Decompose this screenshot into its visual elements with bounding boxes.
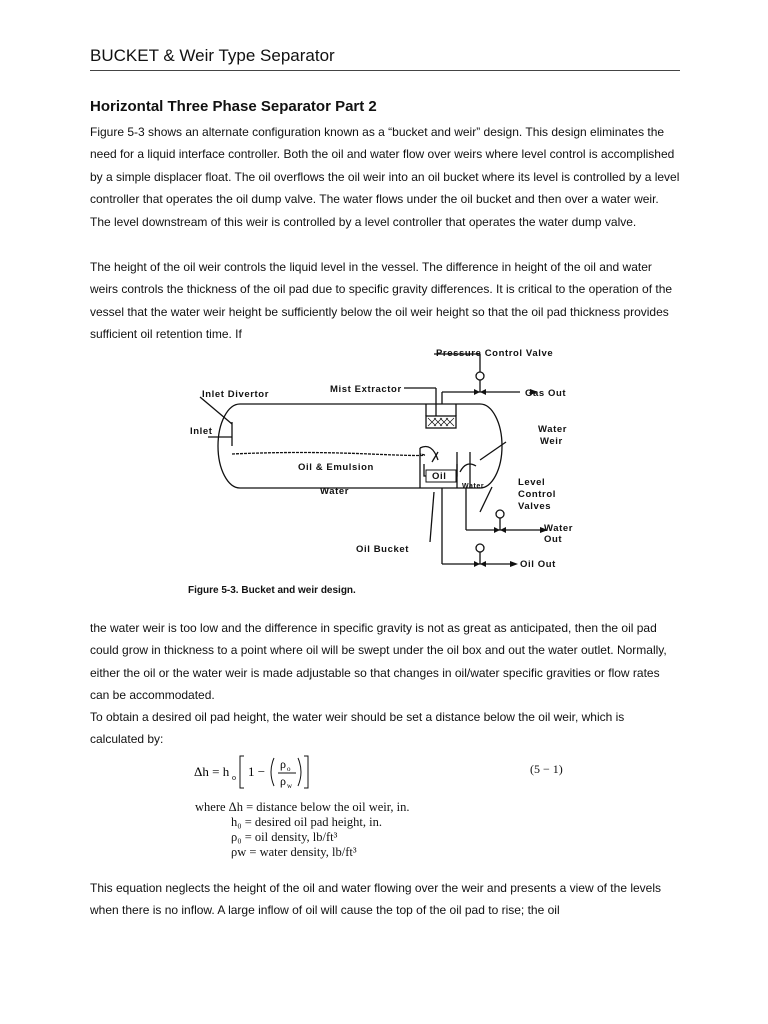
svg-text:o: o: [232, 773, 236, 782]
label-oil-bucket: Oil Bucket: [356, 544, 409, 555]
label-oil-out: Oil Out: [520, 559, 556, 570]
vessel-shell: [218, 404, 502, 488]
label-water-out-1: Water: [544, 523, 574, 534]
separator-diagram: [180, 342, 600, 602]
equation-number: (5 − 1): [530, 762, 563, 776]
water-flow-arrow: [460, 464, 476, 472]
label-gas-out: Gas Out: [525, 388, 567, 399]
label-pressure-control-valve: Pressure Control Valve: [436, 348, 554, 359]
label-oil-emulsion: Oil & Emulsion: [298, 462, 374, 473]
label-mist-extractor: Mist Extractor: [330, 384, 402, 395]
label-control: Control: [518, 489, 556, 500]
svg-text:ρ: ρ: [280, 757, 286, 771]
paragraph-oil-pad: To obtain a desired oil pad height, the water weir should be set a distance below the oil weir, which is calculated by:: [90, 710, 625, 747]
label-water-weir-2: Weir: [540, 436, 563, 447]
paragraph-intro: Figure 5-3 shows an alternate configuration known as a “bucket and weir” design. This design eliminates the need for a liquid interface controller. Both the oil and water flow over weirs where level control is accomplished by a simple displacer float. The oil overflows the oil weir into an oil bucket where its level is controlled by a level controller that operates the oil dump valve. The water flows under the oil bucket and then over a water weir. The level downstream of this weir is controlled by a level controller that operates the water dump valve.: [90, 125, 680, 229]
figure-caption: Figure 5-3. Bucket and weir design.: [188, 585, 356, 596]
svg-text:w: w: [287, 782, 293, 790]
oil-flow-arrow: [420, 447, 438, 461]
svg-text:1 −: 1 −: [248, 764, 266, 779]
label-inlet: Inlet: [190, 426, 213, 437]
label-valves: Valves: [518, 501, 552, 512]
paragraph-inflow: This equation neglects the height of the oil and water flowing over the weir and presents a view of the levels when there is no inflow. A large inflow of oil will cause the top of the oil pad to rise; the oil: [90, 881, 662, 918]
svg-text:Δh = h: Δh = h: [194, 764, 230, 779]
def-h0: h₀ = desired oil pad height, in.: [231, 815, 382, 829]
svg-text:ρ: ρ: [280, 774, 286, 788]
label-level: Level: [518, 477, 546, 488]
paragraph-water-weir: the water weir is too low and the difference in specific gravity is not as great as anticipated, then the oil pad could grow in thickness to a point where oil will be swept under the oil box and out the water outlet. Normally, either the oil or the water weir is made adjustable so that changes in oil/water specific gravities or flow rates can be accommodated.: [90, 621, 667, 703]
variable-definitions: [195, 800, 410, 860]
label-water: Water: [320, 486, 350, 497]
section-title: Horizontal Three Phase Separator Part 2: [90, 98, 377, 115]
label-water-small: Water: [462, 483, 485, 490]
liquid-level-line: [232, 453, 424, 456]
svg-text:o: o: [287, 765, 291, 773]
label-oil: Oil: [432, 471, 447, 482]
mist-extractor: [426, 416, 456, 428]
def-rho-o: ρ₀ = oil density, lb/ft³: [231, 830, 338, 844]
def-rho-w: ρw = water density, lb/ft³: [231, 845, 357, 859]
label-water-weir-1: Water: [538, 424, 568, 435]
label-inlet-divertor: Inlet Divertor: [202, 389, 269, 400]
label-water-out-2: Out: [544, 534, 563, 545]
page-header: BUCKET & Weir Type Separator: [90, 46, 680, 71]
def-delta-h: where Δh = distance below the oil weir, in.: [195, 800, 410, 814]
paragraph-weir-height: The height of the oil weir controls the liquid level in the vessel. The difference in height of the oil and water weirs controls the thickness of the oil pad due to specific gravity differences. It is critical to the operation of the vessel that the water weir height be sufficiently below the oil weir height so that the oil pad thickness provides sufficient oil retention time. If: [90, 260, 673, 342]
